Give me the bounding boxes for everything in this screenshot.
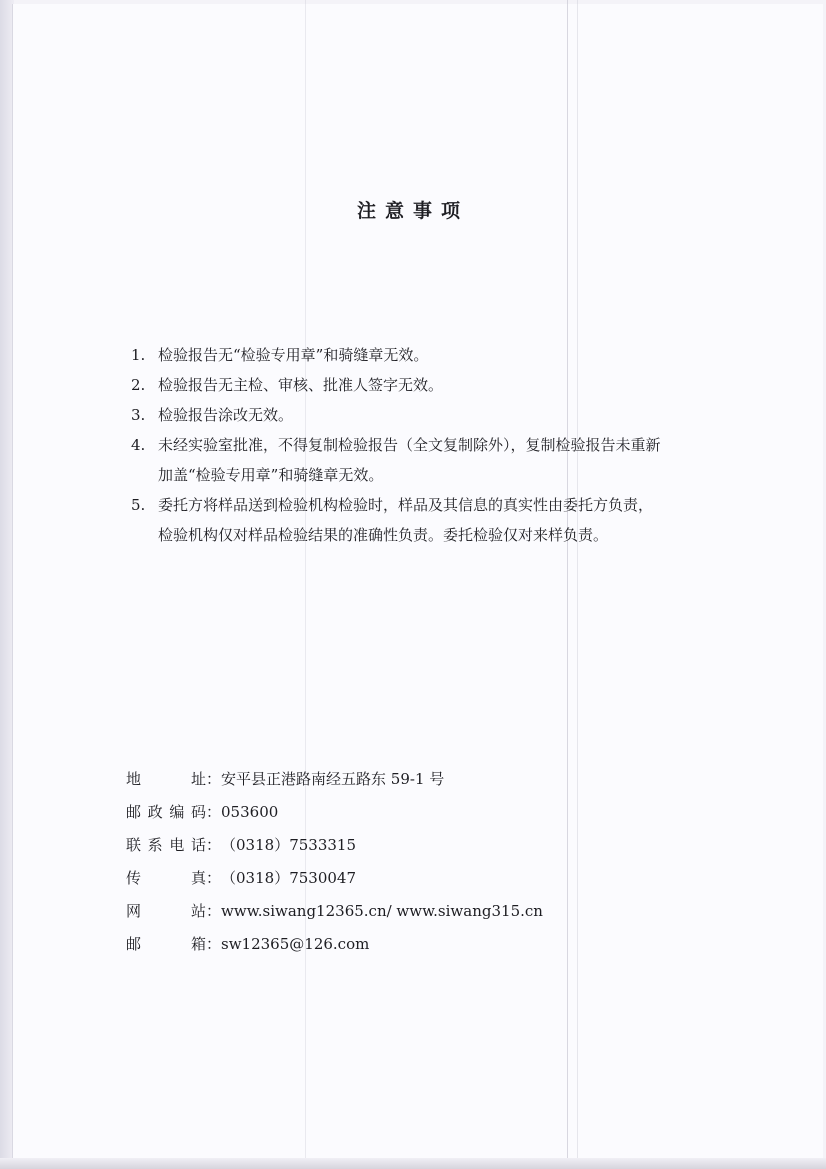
postcode-value: 053600	[221, 803, 279, 821]
fax-row: 传真：（0318）7530047	[126, 862, 543, 895]
email-value: sw12365@126.com	[221, 935, 370, 953]
note-number: 4.	[131, 436, 146, 454]
note-text: 检验报告无主检、审核、批准人签字无效。	[158, 376, 444, 394]
address-label: 地址	[126, 770, 206, 788]
fax-value: （0318）7530047	[221, 869, 356, 887]
note-text-continued: 检验机构仅对样品检验结果的准确性负责。委托检验仅对来样负责。	[158, 526, 609, 544]
email-label: 邮箱	[126, 935, 206, 953]
note-text: 委托方将样品送到检验机构检验时，样品及其信息的真实性由委托方负责，	[158, 496, 654, 514]
phone-label: 联系电话	[126, 836, 206, 854]
postcode-label: 邮政编码	[126, 803, 206, 821]
document-page	[12, 4, 823, 1164]
website-label: 网站	[126, 902, 206, 920]
website-value: www.siwang12365.cn/ www.siwang315.cn	[221, 902, 543, 920]
page-title: 注意事项	[356, 200, 469, 222]
page-bottom-shadow	[0, 1158, 826, 1169]
postcode-row: 邮政编码：053600	[126, 796, 543, 829]
fax-label: 传真	[126, 869, 206, 887]
note-item	[131, 430, 731, 490]
fold-line	[577, 0, 578, 1169]
note-item	[131, 490, 731, 550]
note-text: 检验报告无“检验专用章”和骑缝章无效。	[158, 346, 429, 364]
note-item	[131, 340, 731, 370]
note-number: 1.	[131, 346, 146, 364]
note-text-continued: 加盖“检验专用章”和骑缝章无效。	[158, 466, 384, 484]
note-number: 2.	[131, 376, 146, 394]
address-value: 安平县正港路南经五路东 59-1 号	[221, 770, 445, 788]
note-number: 3.	[131, 406, 146, 424]
email-row: 邮箱：sw12365@126.com	[126, 928, 543, 961]
fold-line	[305, 0, 306, 1169]
note-number: 5.	[131, 496, 146, 514]
phone-value: （0318）7533315	[221, 836, 356, 854]
phone-row: 联系电话：（0318）7533315	[126, 829, 543, 862]
notes-list	[131, 340, 731, 550]
note-item	[131, 370, 731, 400]
note-text: 检验报告涂改无效。	[158, 406, 294, 424]
note-text: 未经实验室批准，不得复制检验报告（全文复制除外），复制检验报告未重新	[158, 436, 661, 454]
contact-info	[126, 763, 543, 961]
address-row: 地址：安平县正港路南经五路东 59-1 号	[126, 763, 543, 796]
fold-line	[567, 0, 568, 1169]
website-row: 网站：www.siwang12365.cn/ www.siwang315.cn	[126, 895, 543, 928]
note-item	[131, 400, 731, 430]
